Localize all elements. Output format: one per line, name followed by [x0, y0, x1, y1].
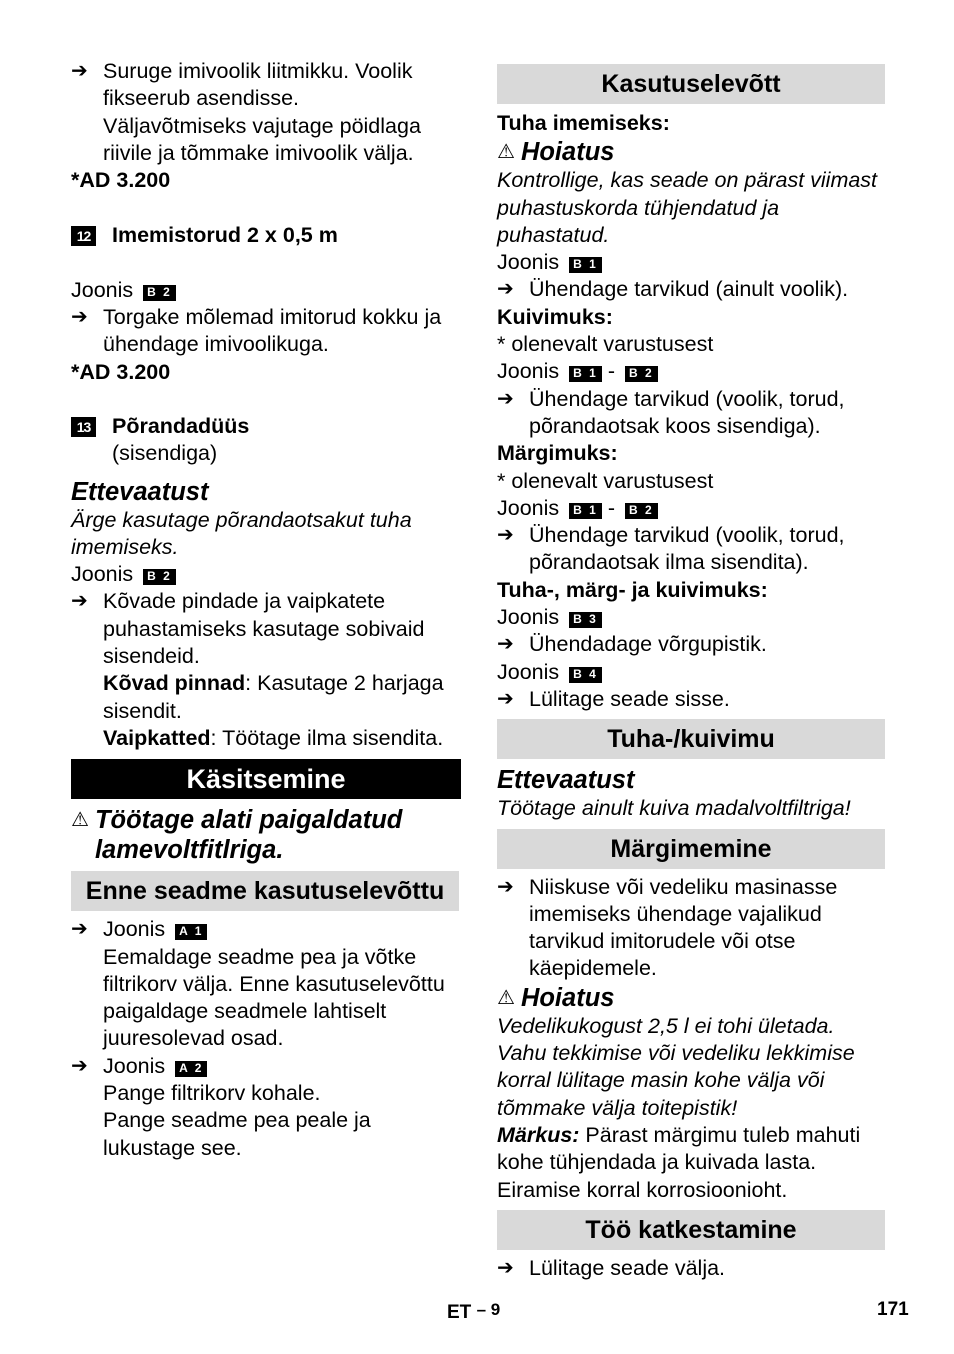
figure-badge: B 2 — [143, 569, 176, 585]
arrow-icon: ➔ — [497, 1256, 514, 1279]
figure-reference: Joonis B 4 — [497, 659, 885, 686]
instruction-item: ➔ Niiskuse või vedeliku masinasse imemiseks ühendage vajalikud tarvikud imitorudele või otse käepidemele. — [497, 874, 838, 981]
footer-language: ET – 9 — [447, 1300, 501, 1323]
figure-badge: B 4 — [569, 667, 602, 683]
model-note: *AD 3.200 — [71, 359, 171, 384]
figure-reference: Joonis A 1 — [103, 916, 461, 943]
model-note: *AD 3.200 — [71, 168, 171, 193]
warning-heading: ⚠ Hoiatus — [497, 138, 615, 167]
arrow-icon: ➔ — [497, 387, 514, 410]
arrow-icon: ➔ — [71, 918, 88, 941]
figure-badge: B 2 — [625, 503, 658, 519]
warning-icon: ⚠ — [71, 809, 89, 832]
subheading: Märgimuks: — [497, 441, 618, 466]
subheading: Kuivimuks: — [497, 304, 613, 329]
instruction-item: ➔ Ühendadage võrgupistik. — [497, 631, 885, 658]
warning-heading: ⚠ Hoiatus — [497, 983, 615, 1012]
figure-badge: B 1 — [569, 503, 602, 519]
accessory-item-12: 12 Imemistorud 2 x 0,5 m — [71, 222, 461, 249]
figure-reference: Joonis B 3 — [497, 604, 885, 631]
section-heading-enne: Enne seadme kasutuselevõttu — [71, 871, 459, 911]
subheading: Tuha imemiseks: — [497, 111, 670, 135]
instruction-item: ➔ Ühendage tarvikud (ainult voolik). — [497, 276, 885, 303]
arrow-icon: ➔ — [497, 875, 514, 898]
figure-badge: B 3 — [569, 612, 602, 628]
item-number-badge: 12 — [71, 226, 96, 246]
figure-badge: B 1 — [569, 366, 602, 382]
instruction-item: ➔ Joonis A 1 Eemaldage seadme pea ja võtke filtrikorv välja. Enne kasutuselevõttu paigaldage seadmele lahtiselt juuresolevad osad. — [71, 916, 461, 1052]
figure-reference: Joonis B 1 - B 2 — [497, 358, 885, 385]
warning-heading: ⚠ Töötage alati paigaldatud lamevoltfitlriga. — [71, 806, 403, 865]
figure-badge: B 2 — [625, 366, 658, 382]
caution-text: Töötage ainult kuiva madalvoltfiltriga! — [497, 796, 851, 821]
item-number-badge: 13 — [71, 417, 96, 437]
figure-badge: B 2 — [143, 285, 176, 301]
instruction-item: ➔ Suruge imivoolik liitmikku. Voolik fikseerub asendisse. Väljavõtmiseks vajutage pöidlaga riivile ja tõmmake imivoolik välja. — [71, 59, 421, 165]
instruction-item: ➔ Kõvade pindade ja vaipkatete puhastamiseks kasutage sobivaid sisendeid. Kõvad pinnad: Kasutage 2 harjaga sisendit. Vaipkatted: Töötage ilma sisendita. — [71, 589, 444, 750]
arrow-icon: ➔ — [71, 306, 88, 329]
instruction-item: ➔ Torgake mõlemad imitorud kokku ja ühendage imivoolikuga. — [71, 305, 442, 357]
figure-badge: A 2 — [175, 1061, 207, 1077]
figure-reference: Joonis B 2 — [71, 561, 461, 588]
figure-reference: Joonis A 2 — [103, 1053, 461, 1080]
instruction-item: ➔ Ühendage tarvikud (voolik, torud, põrandaotsak koos sisendiga). — [497, 386, 845, 438]
arrow-icon: ➔ — [497, 687, 514, 710]
left-column — [71, 58, 461, 1162]
arrow-icon: ➔ — [71, 1054, 88, 1077]
caution-text: Ärge kasutage põrandaotsakut tuha imemiseks. — [71, 507, 412, 559]
instruction-item: ➔ Joonis A 2 Pange filtrikorv kohale. Pange seadme pea peale ja lukustage see. — [71, 1053, 461, 1162]
arrow-icon: ➔ — [71, 590, 88, 613]
caution-heading: Ettevaatust — [71, 477, 209, 506]
figure-badge: A 1 — [175, 924, 207, 940]
figure-badge: B 1 — [569, 257, 602, 273]
right-column: Kasutuselevõtt Tuha imemiseks: ⚠ Hoiatus Kontrollige, kas seade on pärast viimast puhastuskorda tühjendatud ja puhastatud. Joonis B 1 ➔ Ühendage tarvikud (ainult voolik). Kuivimuks: * olenevalt varustusest Joonis B 1 - B 2 ➔ Ühendage tarvikud (voolik, torud, põrandaotsak koos sisendiga). Märgimuks: * olenevalt varustusest Joonis B 1 - B 2 ➔ Ühendage tarvikud (voolik, torud, põrandaotsak ilma sisendita). Tuha-, märg- ja kuivimuks: Joonis B 3 ➔ Ühendadage võrgupistik. Joonis B 4 ➔ Lülitage seade sisse. Tuha-/kuivimu Ettevaatust Töötage ainult kuiva madalvoltfiltriga! Märgimemine ➔ Niiskuse või vedeliku masinasse imemiseks ühendage vajalikud tarvikud imitorudele või otse käepidemele. ⚠ Hoiatus Vedelikukogust 2,5 l ei tohi ületada. Vahu tekkimise või vedeliku lekkimise korral lülitage masin kohe välja või tõmmake välja toitepistik! Märkus: Pärast märgimu tuleb mahuti kohe tühjendada ja kuivada lasta. Eiramise korral korrosioonioht. Töö katkestamine ➔ Lülitage seade välja. — [497, 64, 885, 1282]
note-text: Märkus: Pärast märgimu tuleb mahuti kohe tühjendada ja kuivada lasta. Eiramise korral korrosioonioht. — [497, 1122, 861, 1202]
figure-reference: Joonis B 2 — [71, 277, 461, 304]
figure-reference: Joonis B 1 — [497, 249, 885, 276]
section-heading-too-katkestamine: Töö katkestamine — [497, 1210, 885, 1250]
section-heading-margimemine: Märgimemine — [497, 829, 885, 869]
caution-heading: Ettevaatust — [497, 766, 635, 795]
warning-text: Vedelikukogust 2,5 l ei tohi ületada. Vahu tekkimise või vedeliku lekkimise korral lülitage masin kohe välja või tõmmake välja toitepistik! — [497, 1013, 855, 1120]
arrow-icon: ➔ — [497, 524, 514, 547]
arrow-icon: ➔ — [497, 633, 514, 656]
figure-reference: Joonis B 1 - B 2 — [497, 495, 885, 522]
instruction-item: ➔ Ühendage tarvikud (voolik, torud, põrandaotsak ilma sisendita). — [497, 523, 845, 575]
footer-page-number: 171 — [877, 1299, 909, 1320]
section-heading-tuha-kuivimu: Tuha-/kuivimu — [497, 719, 885, 759]
instruction-item: ➔ Lülitage seade välja. — [497, 1255, 885, 1282]
arrow-icon: ➔ — [71, 60, 88, 82]
section-heading-kasutuselevott: Kasutuselevõtt — [497, 64, 885, 104]
warning-icon: ⚠ — [497, 986, 515, 1009]
warning-text: Kontrollige, kas seade on pärast viimast puhastuskorda tühjendatud ja puhastatud. — [497, 168, 878, 247]
section-heading-kasitsemine: Käsitsemine — [71, 759, 461, 799]
footer-local-page: – 9 — [476, 1300, 501, 1319]
arrow-icon: ➔ — [497, 278, 514, 301]
accessory-item-13: 13 Põrandadüüs (sisendiga) — [71, 413, 461, 468]
subheading: Tuha-, märg- ja kuivimuks: — [497, 577, 768, 602]
instruction-item: ➔ Lülitage seade sisse. — [497, 686, 885, 713]
warning-icon: ⚠ — [497, 141, 515, 164]
